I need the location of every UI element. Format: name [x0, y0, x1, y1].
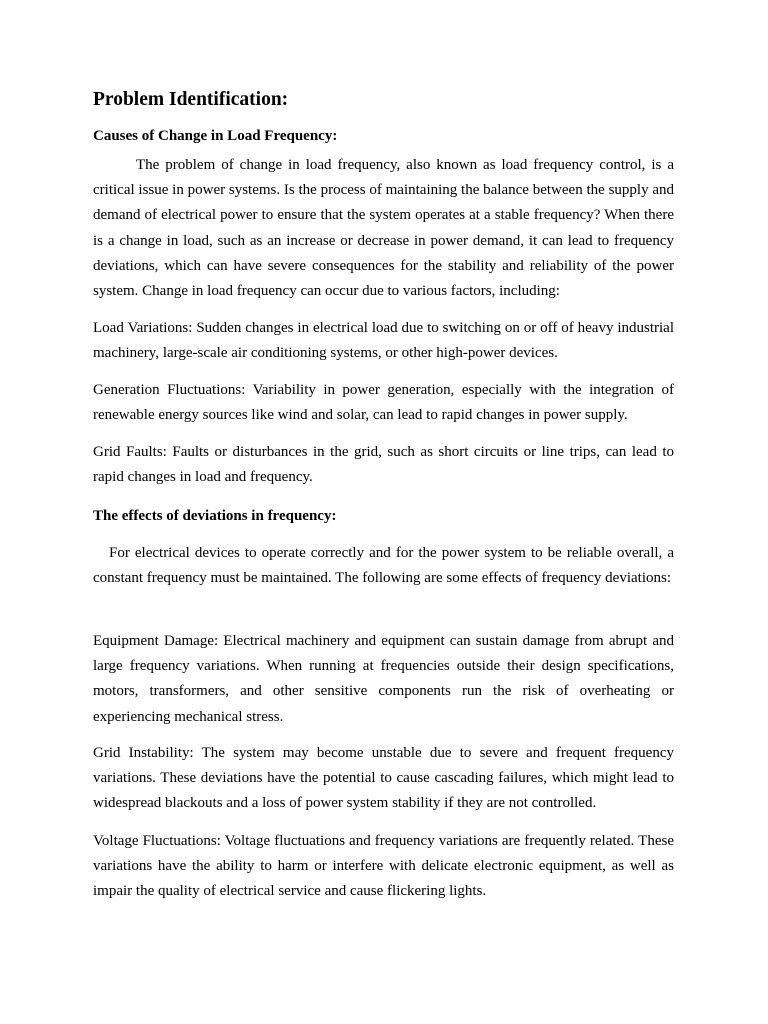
intro-paragraph: The problem of change in load frequency, also known as load frequency control, is a critical issue in power systems. Is the process of maintaining the balance between the supply and demand of electrical power to ensure that the system operates at a stable frequency? When there is a change in load, such as an increase or decrease in power demand, it can lead to frequency deviations, which can have severe consequences for the stability and reliability of the power system. Change in load frequency can occur due to various factors, including: [93, 157, 674, 300]
page-title: Problem Identification: [93, 89, 289, 110]
section-heading-causes: Causes of Change in Load Frequency: [93, 128, 338, 144]
section-heading-effects: The effects of deviations in frequency: [93, 508, 337, 524]
effects-intro-paragraph: For electrical devices to operate correctly and for the power system to be reliable overall, a constant frequency must be maintained. The following are some effects of frequency deviations: [93, 545, 674, 587]
equipment-damage-paragraph: Equipment Damage: Electrical machinery and equipment can sustain damage from abrupt and large frequency variations. When running at frequencies outside their design specifications, motors, transformers, and other sensitive components run the risk of overheating or experiencing mechanical stress. [93, 633, 674, 725]
voltage-fluctuations-paragraph: Voltage Fluctuations: Voltage fluctuations and frequency variations are frequently related. These variations have the ability to harm or interfere with delicate electronic equipment, as well as impair the quality of electrical service and cause flickering lights. [93, 833, 674, 900]
grid-faults-paragraph: Grid Faults: Faults or disturbances in the grid, such as short circuits or line trips, can lead to rapid changes in load and frequency. [93, 444, 674, 486]
load-variations-paragraph: Load Variations: Sudden changes in electrical load due to switching on or off of heavy industrial machinery, large-scale air conditioning systems, or other high-power devices. [93, 320, 674, 362]
generation-fluctuations-paragraph: Generation Fluctuations: Variability in power generation, especially with the integration of renewable energy sources like wind and solar, can lead to rapid changes in power supply. [93, 382, 674, 424]
grid-instability-paragraph: Grid Instability: The system may become unstable due to severe and frequent frequency variations. These deviations have the potential to cause cascading failures, which might lead to widespread blackouts and a loss of power system stability if they are not controlled. [93, 745, 674, 812]
